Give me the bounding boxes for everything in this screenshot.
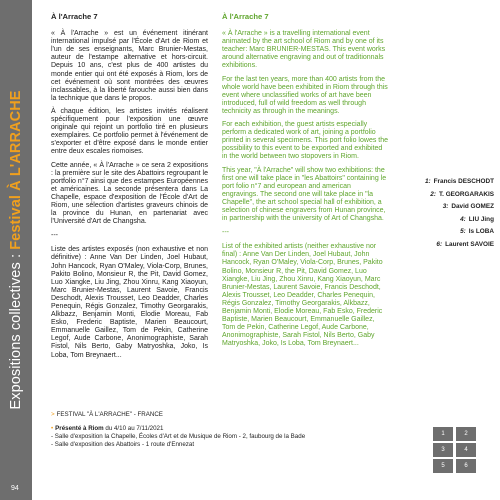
english-paragraph-1: « À l'Arrache » is a travelling international event animated by the art school of Riom and by one of its teacher: Marc BRUNIER-MESTAS. This event works around alternative engraving and out of traditionnals exhibitions. xyxy=(222,30,386,70)
image-number-cell: 1 xyxy=(433,427,453,441)
presented-line xyxy=(51,425,371,433)
exhibition-info xyxy=(51,411,371,449)
french-column xyxy=(51,7,208,365)
image-number-cell: 6 xyxy=(456,459,476,473)
artist-index-item xyxy=(390,176,494,189)
artist-index-name: Francis DESCHODT xyxy=(433,178,494,185)
artist-index-item xyxy=(390,214,494,227)
artist-index-name: T. GEORGARAKIS xyxy=(438,190,494,198)
artist-index-item xyxy=(390,226,494,239)
artist-index-number: 3: xyxy=(442,203,449,211)
french-heading: À l'Arrache 7 xyxy=(51,12,98,21)
festival-label xyxy=(51,411,371,419)
image-number-cell: 2 xyxy=(456,427,476,441)
venue-line-2: - Salle d'exposition des Abattoirs - 1 route d'Ennezat xyxy=(51,441,195,448)
artist-index-number: 2: xyxy=(430,190,436,198)
artist-index-number: 4: xyxy=(460,215,466,223)
bullet-icon: • xyxy=(51,425,54,432)
image-number-cell: 5 xyxy=(433,459,453,473)
festival-label-text: FESTIVAL "À L'ARRACHE" - FRANCE xyxy=(56,411,163,418)
image-number-cell: 4 xyxy=(456,443,476,457)
image-number-cell: 3 xyxy=(433,443,453,457)
artist-index-name: Is LOBA xyxy=(468,228,494,236)
artist-index-item xyxy=(390,239,494,252)
artist-index-item xyxy=(390,189,494,202)
english-paragraph-4: This year, "À l'Arrache" will show two exhibitions: the first one will take place in "les Abattoirs" containing le port folio n°7 and european and american engravings. The second one will take place in "la Chapelle", the art school special hall of exhibition, a selection of chinese engravers from Hunan province, in partnership with the university of Art of Changsha. xyxy=(222,166,387,223)
french-paragraph-2: À chaque édition, les artistes invités réalisent spécifiquement pour l'exposition une œuvre originale qui rejoint un portfolio tiré en plusieurs exemplaires. Ce portfolio permet à l'événement de s'exporter et d'être exposé dans le monde entier entre deux escales riomoises. xyxy=(51,107,208,156)
sidebar-title xyxy=(8,90,24,409)
english-paragraph-3: For each exhibition, the guest artists especially perform a dedicated work of art, joining a portfolio printed in several specimens. This port folio lowes the possibility to this event to be exported and exhibited in the world between two stopovers in Riom. xyxy=(222,121,389,161)
french-paragraph-3: Cette année, « À l'Arrache » ce sera 2 expositions : la première sur le site des Abattoirs regroupant le portfolio n°7 ainsi que des estampes Européennes et américaines. La seconde présentera dans La Chapelle, espace d'exposition de l'École d'Art de Riom, une sélection d'artistes graveurs chinois de la province du Hunan, en partenariat avec l'Université d'Art de Changsha. xyxy=(51,161,208,226)
artist-index-name: Laurent SAVOIE xyxy=(445,240,494,248)
presented-label: Présenté à Riom xyxy=(55,425,104,432)
english-artists-list: List of the exhibited artists (neither exhaustive nor final) : Anne Van Der Linden, Joel Hubaut, John Hancock, Ryan O'Maley, Viola-Corp, Brunes, Pakito Bolino, Monsieur R, the Pit, David Gomez, Luo Xiangke, Liu Jing, Zhou Xinru, Kang Xiaoyun, Marc Brunier-Mestas, Laurent Savoie, Francis Deschodt, Alexis Trousset, Leo Deadder, Charles Penequin, Régis Gonzalez, Timothy Georgarakis, Alkbazz, Benjamin Monti, Elodie Moreau, Fab Esko, Frederic Baptiste, Marien Beaucourt, Emmanuelle Gaillez, Tom de Pekin, Catherine Legof, Aude Carbone, Anonimographiste, Sarah Fistol, Nils Berto, Gaby Matryoshka, Joko, Is Loba, Tom Breynaert... xyxy=(222,243,383,348)
sidebar-title-plain: Expositions collectives : xyxy=(8,249,24,410)
sidebar xyxy=(0,0,32,500)
french-paragraph-1: « À l'Arrache » est un événement itinérant international impulsé par l'École d'Art de Riom et l'un de ses enseignants, Marc Brunier-Mestas, auteur de l'estampe alternative et hors-circuit. Depuis 10 ans, c'est plus de 400 artistes du monde entier qui ont été exposés à Riom, lors de cet événement où sont montrées des œuvres inclassables, à la liberté farouche aussi bien dans la technique que dans le propos. xyxy=(51,30,208,102)
french-artists-list: Liste des artistes exposés (non exhaustive et non définitive) : Anne Van Der Linden, Joel Hubaut, John Hancock, Ryan O'Maley, Viola-Corp, Brunes, Pakito Bolino, Monsieur R, the Pit, David Gomez, Luo Xiangke, Liu Jing, Zhou Xinru, Kang Xiaoyun, Marc Brunier-Mestas, Laurent Savoie, Francis Deschodt, Alexis Trousset, Leo Deadder, Charles Penequin, Régis Gonzalez, Timothy Georgarakis, Alkbazz, Benjamin Monti, Elodie Moreau, Fab Esko, Frederic Baptiste, Marien Beaucourt, Emmanuelle Gaillez, Tom de Pekin, Catherine Legof, Aude Carbone, Anonimographiste, Sarah Fistol, Nils Berto, Gaby Matryoshka, Joko, Is Loba, Tom Breynaert... xyxy=(51,246,208,359)
artist-index-number: 5: xyxy=(460,228,466,236)
french-separator: --- xyxy=(51,232,58,240)
artist-index-number: 1: xyxy=(424,178,431,185)
artist-index-item xyxy=(390,201,494,214)
sidebar-title-accent: Festival À L'ARRACHE xyxy=(8,90,24,250)
artist-index-name: LIU Jing xyxy=(468,215,494,223)
venue-line-1: - Salle d'exposition la Chapelle, Écoles d'Art et de Musique de Riom - 2, faubourg de la Bade xyxy=(51,433,306,440)
presented-dates: du 4/10 au 7/11/2021 xyxy=(103,425,164,432)
artist-index-number: 6: xyxy=(436,240,443,248)
english-paragraph-2: For the last ten years, more than 400 artists from the whole world have been exhibited in Riom through this event where unclassified works of art have been introduced, full of wild freedom as well through technicity as through in the meanings. xyxy=(222,75,388,115)
english-separator: --- xyxy=(222,229,229,237)
page-number: 94 xyxy=(11,485,19,492)
english-column xyxy=(222,7,389,353)
english-heading: À l'Arrache 7 xyxy=(222,12,269,21)
artist-index-name: David GOMEZ xyxy=(451,203,494,211)
image-number-grid xyxy=(433,427,478,473)
artists-index xyxy=(390,176,494,252)
chevron-right-icon: > xyxy=(51,411,55,418)
